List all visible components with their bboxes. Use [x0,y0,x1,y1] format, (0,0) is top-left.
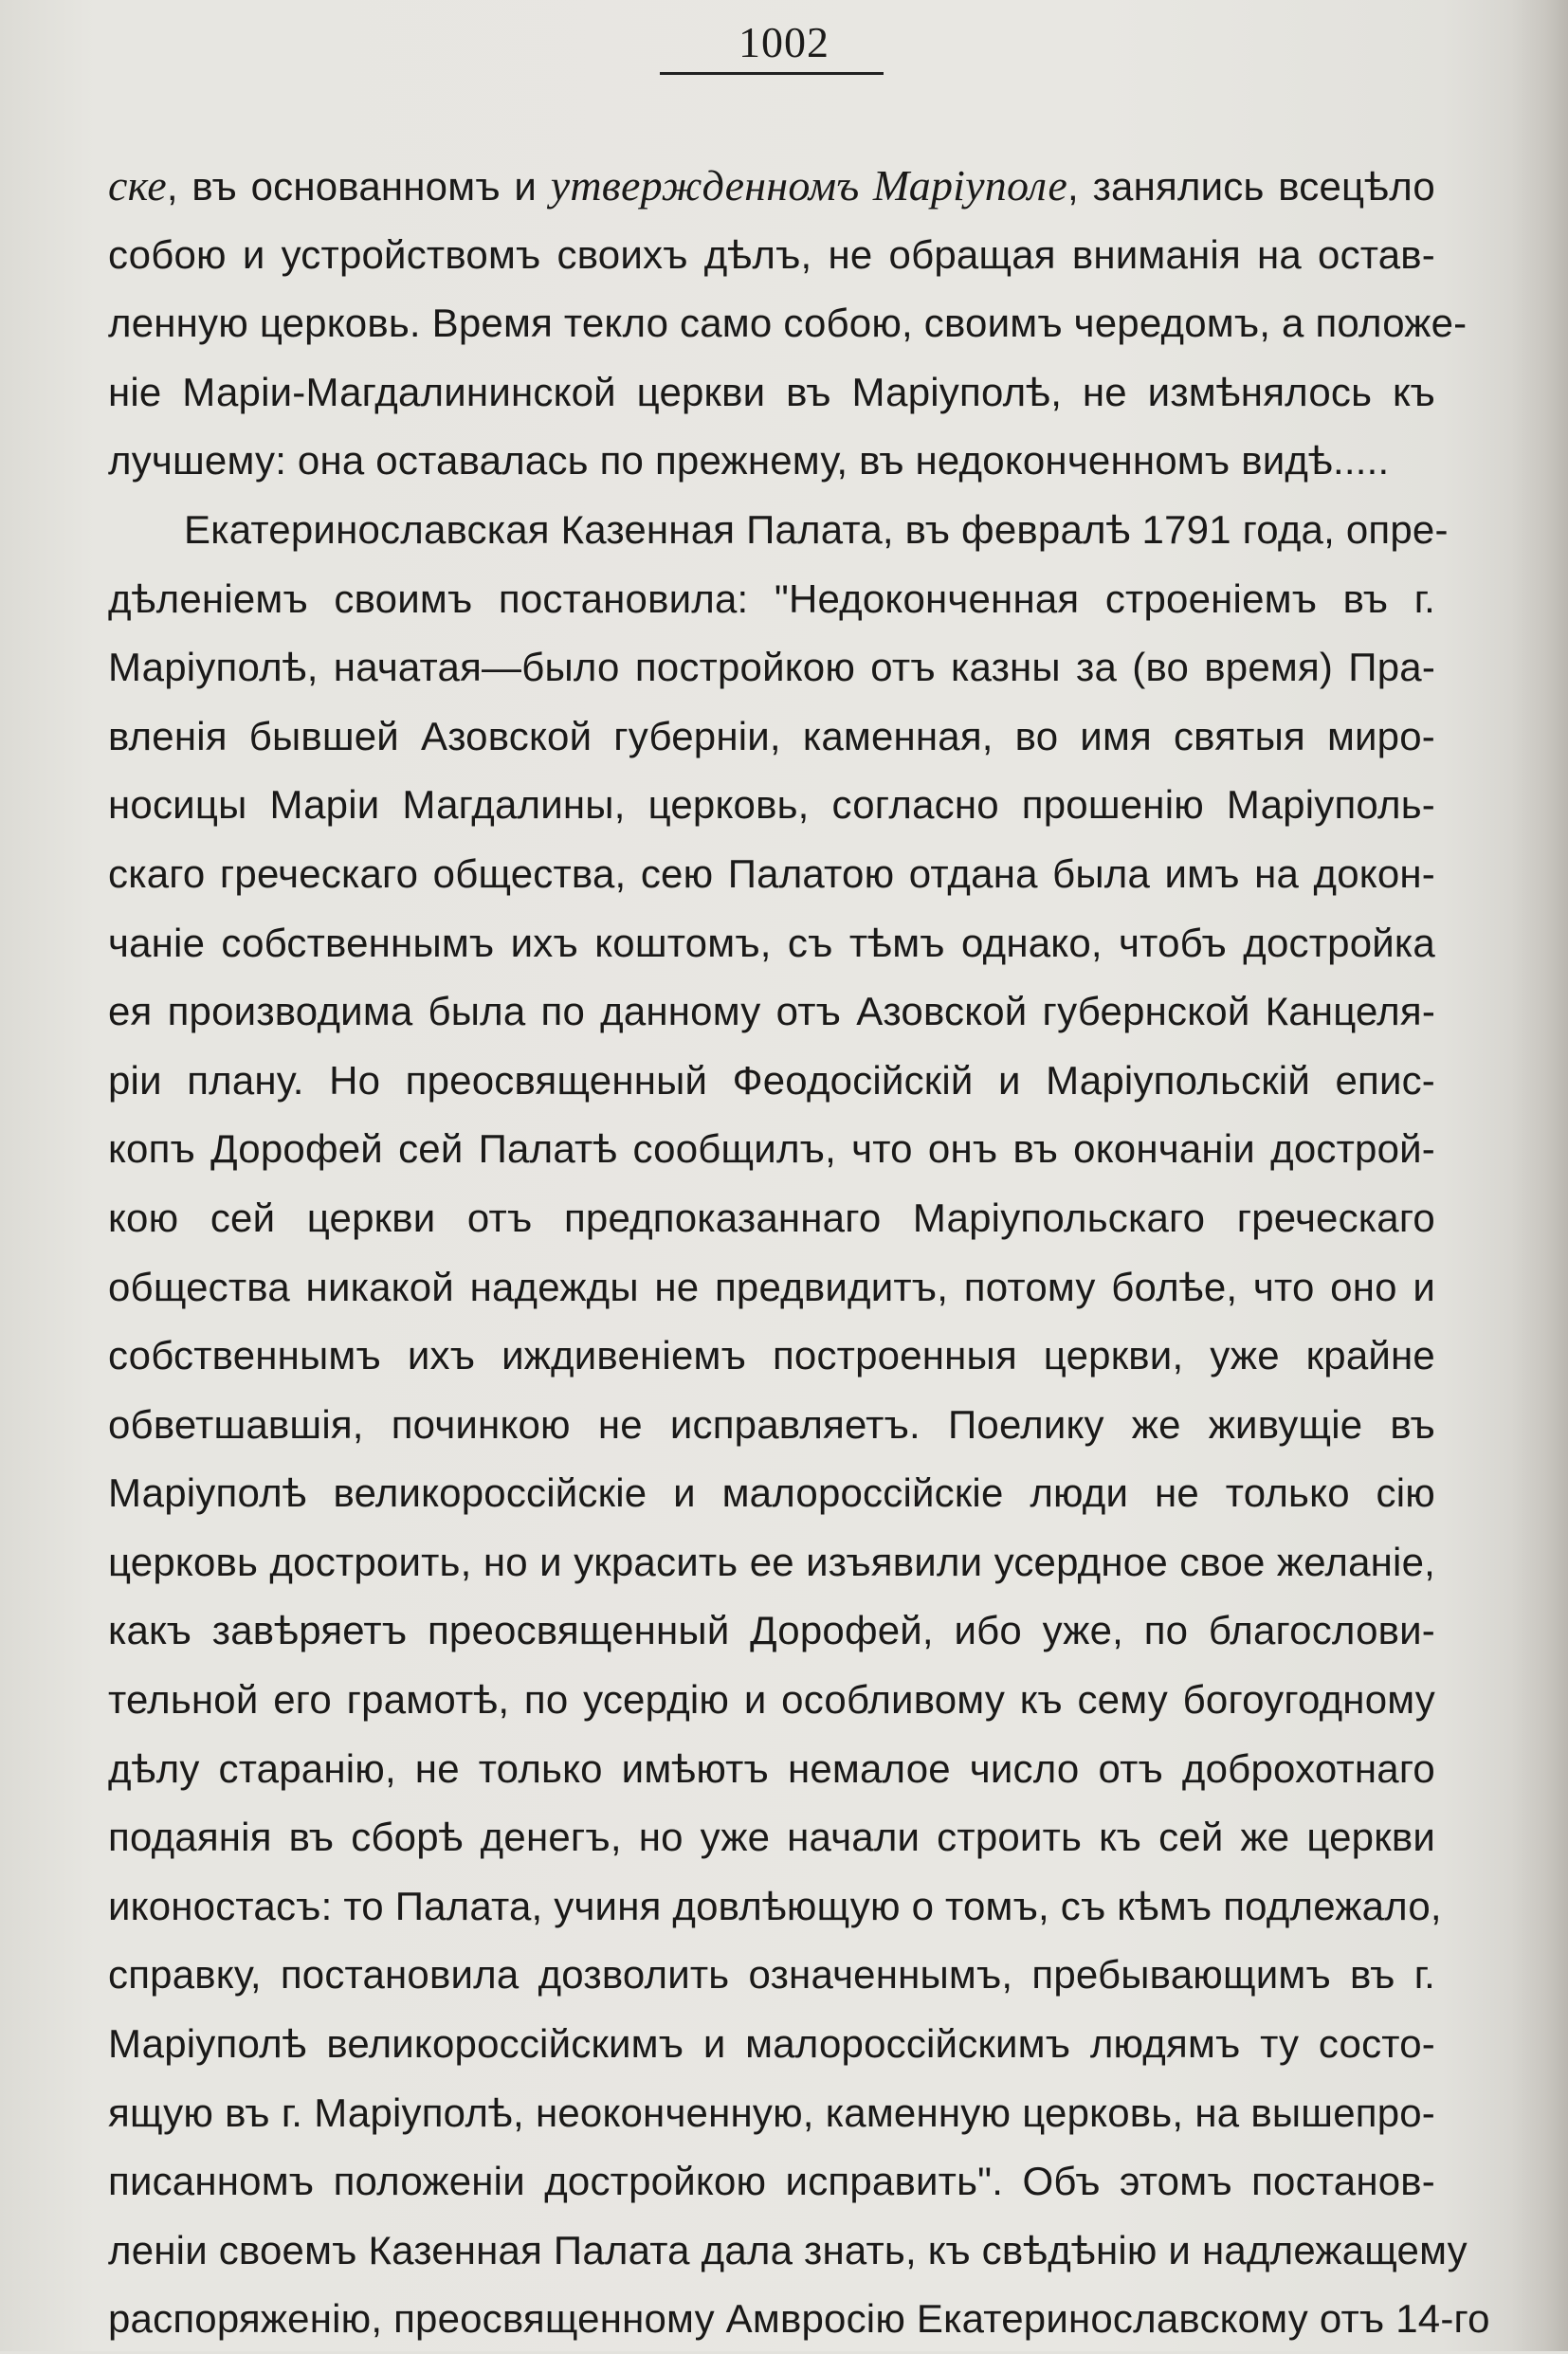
text-line: чаніе собственнымъ ихъ коштомъ, съ тѣмъ однако, чтобъ достройка [108,920,1435,965]
text-line: дѣлу старанію, не только имѣютъ немалое число отъ доброхотнаго [108,1745,1435,1791]
text-line: вленія бывшей Азовской губерніи, каменная, во имя святыя миро- [108,713,1435,758]
text-line: собою и устройствомъ своихъ дѣлъ, не обращая вниманія на остав- [108,231,1435,277]
text-line: лучшему: она оставалась по прежнему, въ недоконченномъ видѣ..... [108,438,1390,484]
text-line: ленную церковь. Время текло само собою, своимъ чередомъ, а положе- [108,301,1468,346]
text-line: Маріуполѣ великороссійскіе и малороссійскіе люди не только сію [108,1470,1435,1516]
italic-fragment: ске [108,161,167,210]
text-line: ніе Маріи-Магдалининской церкви въ Маріуполѣ, не измѣнялось къ [108,369,1435,414]
text-line: тельной его грамотѣ, по усердію и особливому къ сему богоугодному [108,1677,1435,1723]
text-line: Маріуполѣ, начатая—было постройкою отъ казны за (во время) Пра- [108,645,1435,690]
text-line [108,152,1435,221]
body-text [108,152,1490,2354]
text-line: иконостасъ: то Палата, учиня довлѣющую о томъ, съ кѣмъ подлежало, [108,1883,1442,1928]
text-line: церковь достроить, но и украсить ее изъявили усердное свое желаніе, [108,1539,1435,1584]
page-number: 1002 [738,18,830,66]
text-line: кою сей церкви отъ предпоказаннаго Маріупольскаго греческаго [108,1195,1435,1240]
text-line: подаянія въ сборѣ денегъ, но уже начали строить къ сей же церкви [108,1815,1435,1860]
text-line: носицы Маріи Магдалины, церковь, согласно прошенію Маріуполь- [108,782,1435,828]
text-line: распоряженію, преосвященному Амвросію Екатеринославскому отъ 14-го [108,2296,1490,2342]
text-line: общества никакой надежды не предвидитъ, потому болѣе, что оно и [108,1264,1435,1309]
text-line: леніи своемъ Казенная Палата дала знать, къ свѣдѣнію и надлежащему [108,2227,1468,2272]
italic-fragment: утвержденномъ Маріуполе [550,161,1068,210]
text-fragment: , занялись всецѣло [1067,164,1435,209]
text-line: ріи плану. Но преосвященный Феодосійскій и Маріупольскій епис- [108,1057,1435,1103]
text-line: обветшавшія, починкою не исправляетъ. Поелику же живущіе въ [108,1401,1435,1447]
text-line: скаго греческаго общества, сею Палатою отдана была имъ на докон- [108,850,1435,896]
text-line: дѣленіемъ своимъ постановила: "Недоконченная строеніемъ въ г. [108,575,1435,621]
header-rule [660,72,884,75]
text-line: Маріуполѣ великороссійскимъ и малороссійскимъ людямъ ту состо- [108,2021,1435,2067]
text-line: справку, постановила дозволить означеннымъ, пребывающимъ въ г. [108,1952,1435,1998]
text-line: писанномъ положеніи достройкою исправить". Объ этомъ постанов- [108,2159,1435,2204]
text-line: какъ завѣряетъ преосвященный Дорофей, ибо уже, по благослови- [108,1608,1435,1653]
page-gutter-shadow [1511,0,1568,2351]
text-line: Екатеринославская Казенная Палата, въ февралѣ 1791 года, опре- [184,506,1449,552]
text-fragment: , въ основанномъ и [166,164,551,209]
text-line: ящую въ г. Маріуполѣ, неоконченную, каменную церковь, на вышепро- [108,2089,1435,2135]
text-line: копъ Дорофей сей Палатѣ сообщилъ, что онъ въ окончаніи дострой- [108,1126,1435,1172]
text-line: собственнымъ ихъ иждивеніемъ построенныя церкви, уже крайне [108,1333,1435,1378]
text-line: ея производима была по данному отъ Азовской губернской Канцеля- [108,989,1435,1034]
